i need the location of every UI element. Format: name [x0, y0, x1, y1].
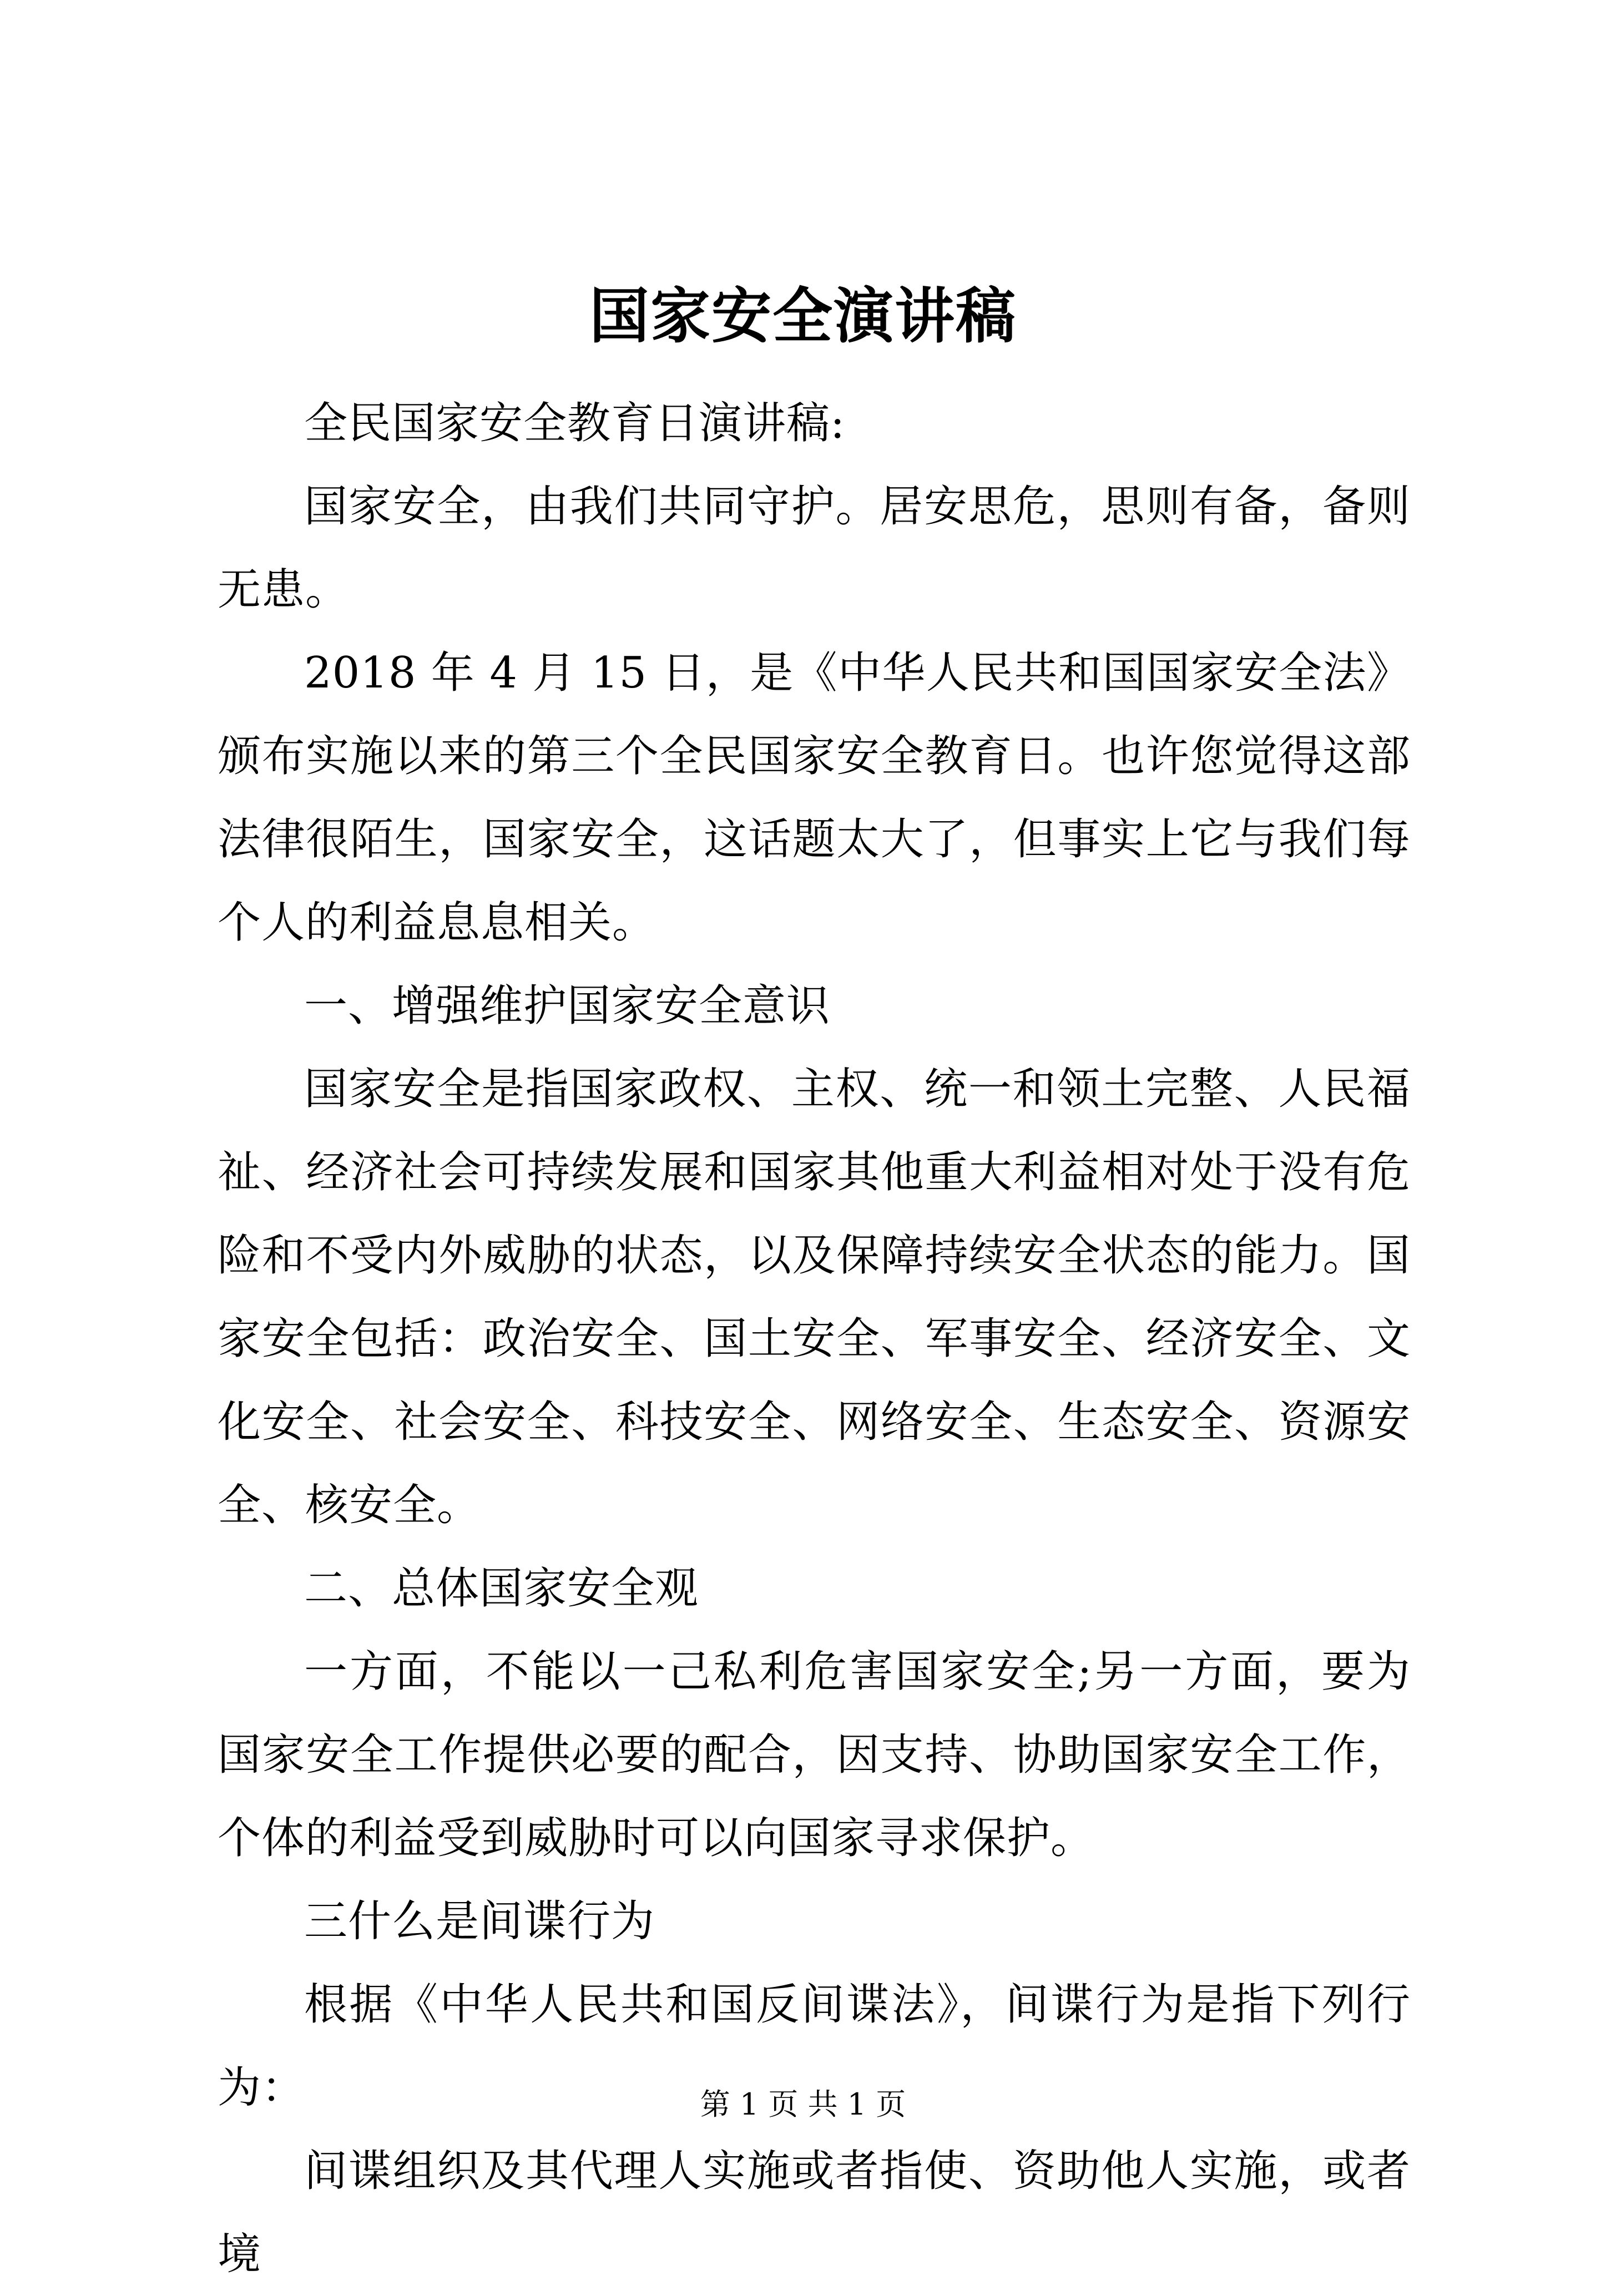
- paragraph-overall-view: 一方面，不能以一己私利危害国家安全;另一方面，要为国家安全工作提供必要的配合，因支持、协助国家安全工作，个体的利益受到威胁时可以向国家寻求保护。: [218, 1647, 1411, 1863]
- document-title: 国家安全演讲稿: [589, 281, 1017, 351]
- paragraph-date: 2018 年 4 月 15 日，是《中华人民共和国国家安全法》颁布实施以来的第三个全民国家安全教育日。也许您觉得这部法律很陌生，国家安全，这话题太大了，但事实上它与我们每个人的利益息息相关。: [218, 648, 1411, 948]
- section-heading-2: 二、总体国家安全观: [304, 1564, 699, 1614]
- section-heading-1: 一、增强维护国家安全意识: [304, 981, 831, 1031]
- paragraph-definition: 国家安全是指国家政权、主权、统一和领土完整、人民福祉、经济社会可持续发展和国家其他重大利益相对处于没有危险和不受内外威胁的状态，以及保障持续安全状态的能力。国家安全包括：政治安全、国土安全、军事安全、经济安全、文化安全、社会安全、科技安全、网络安全、生态安全、资源安全、核安全。: [218, 1064, 1411, 1530]
- paragraph-intro-heading: 全民国家安全教育日演讲稿:: [304, 398, 846, 448]
- paragraph-opening: 国家安全，由我们共同守护。居安思危，思则有备，备则无患。: [218, 482, 1411, 615]
- document-body: [218, 382, 1411, 2296]
- paragraph-law-reference: 根据《中华人民共和国反间谍法》，间谍行为是指下列行为：: [218, 1980, 1411, 2113]
- page-footer: 第 1 页 共 1 页: [700, 2087, 906, 2122]
- section-heading-3: 三什么是间谍行为: [304, 1897, 655, 1946]
- paragraph-espionage: 间谍组织及其代理人实施或者指使、资助他人实施，或者境: [218, 2146, 1411, 2279]
